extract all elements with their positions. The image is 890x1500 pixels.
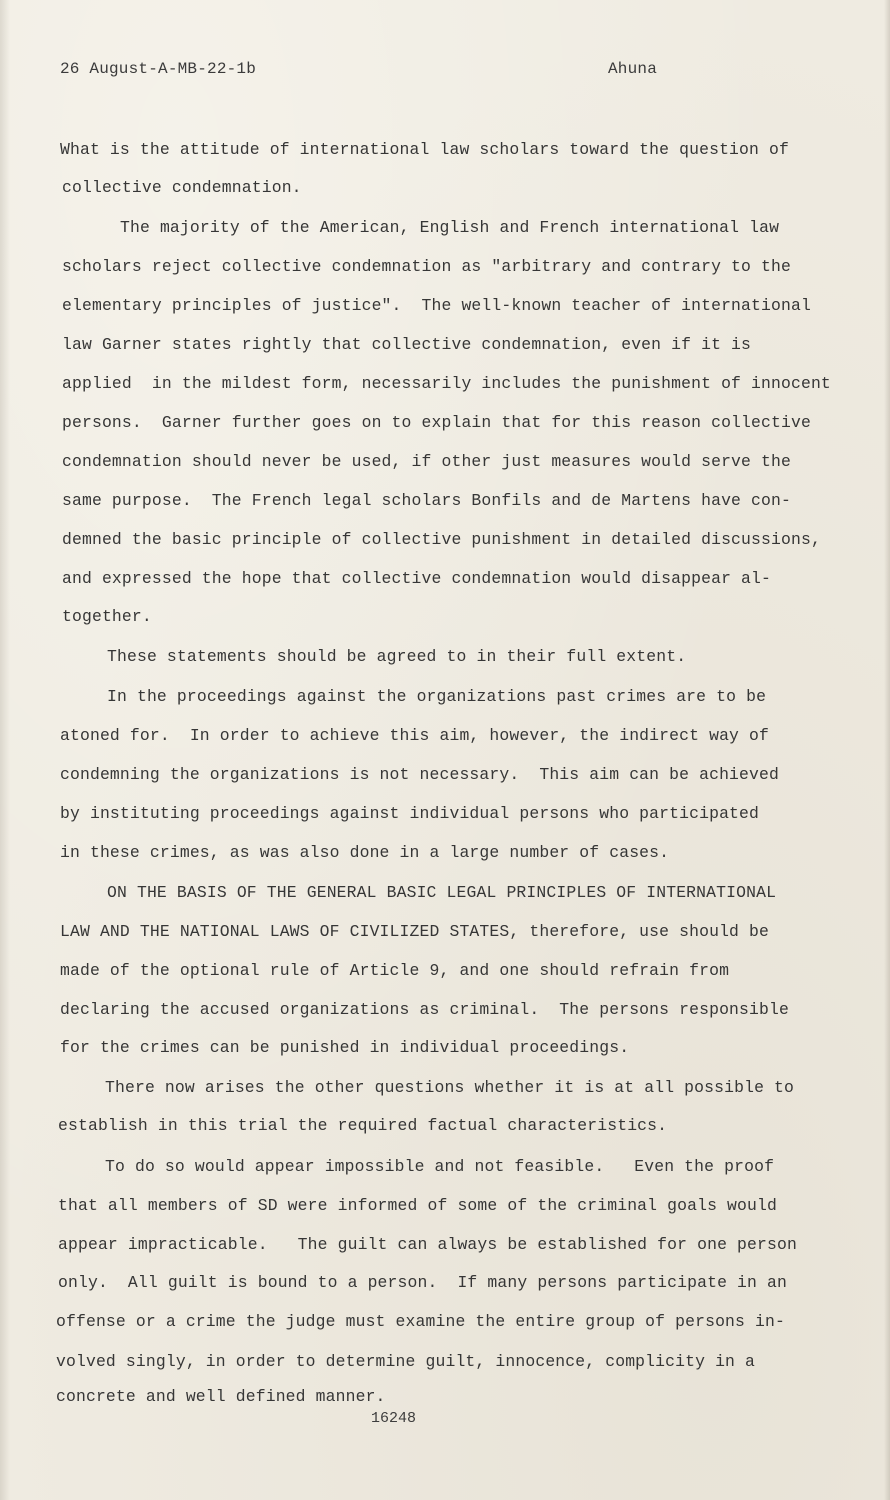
text-line: appear impracticable. The guilt can always be established for one person [58,1235,797,1254]
text-line: in these crimes, as was also done in a large number of cases. [60,843,670,862]
text-line: that all members of SD were informed of some of the criminal goals would [58,1196,777,1215]
page-number: 16248 [371,1410,417,1427]
text-line: LAW AND THE NATIONAL LAWS OF CIVILIZED STATES, therefore, use should be [60,922,770,941]
text-line: establish in this trial the required factual characteristics. [58,1116,668,1135]
paper-edge-right [884,0,890,1500]
text-line: by instituting proceedings against individual persons who participated [60,804,760,823]
text-line: and expressed the hope that collective condemnation would disappear al- [62,569,772,588]
text-line: declaring the accused organizations as criminal. The persons responsible [60,1000,789,1019]
text-line: made of the optional rule of Article 9, and one should refrain from [60,961,730,980]
text-line: atoned for. In order to achieve this aim, however, the indirect way of [60,726,770,745]
text-line: condemnation should never be used, if other just measures would serve the [62,452,791,471]
text-line: together. [62,607,152,626]
text-line: collective condemnation. [62,178,302,197]
speaker-name: Ahuna [608,60,658,78]
text-line: demned the basic principle of collective punishment in detailed discussions, [62,530,821,549]
text-line: only. All guilt is bound to a person. If many persons participate in an [58,1273,787,1292]
text-line: law Garner states rightly that collective condemnation, even if it is [62,335,752,354]
paper-edge-left [0,0,10,1500]
text-line: To do so would appear impossible and not feasible. Even the proof [105,1157,775,1176]
transcript-reference: 26 August-A-MB-22-1b [60,60,257,78]
text-line: for the crimes can be punished in individual proceedings. [60,1038,630,1057]
text-line: offense or a crime the judge must examine the entire group of persons in- [56,1312,785,1331]
text-line: condemning the organizations is not necessary. This aim can be achieved [60,765,779,784]
page-header [60,60,660,84]
text-line: There now arises the other questions whether it is at all possible to [105,1078,795,1097]
text-line: concrete and well defined manner. [56,1387,386,1406]
text-line: applied in the mildest form, necessarily includes the punishment of innocent [62,374,831,393]
text-line: The majority of the American, English and French international law [120,218,780,237]
text-line: In the proceedings against the organizations past crimes are to be [107,687,767,706]
text-line: What is the attitude of international law scholars toward the question of [60,140,789,159]
text-line: ON THE BASIS OF THE GENERAL BASIC LEGAL PRINCIPLES OF INTERNATIONAL [107,883,777,902]
text-line: scholars reject collective condemnation as "arbitrary and contrary to the [62,257,791,276]
text-line: persons. Garner further goes on to explain that for this reason collective [62,413,811,432]
text-line: volved singly, in order to determine guilt, innocence, complicity in a [56,1352,756,1371]
text-line: These statements should be agreed to in their full extent. [107,647,687,666]
text-line: same purpose. The French legal scholars Bonfils and de Martens have con- [62,491,791,510]
text-line: elementary principles of justice". The well-known teacher of international [62,296,811,315]
